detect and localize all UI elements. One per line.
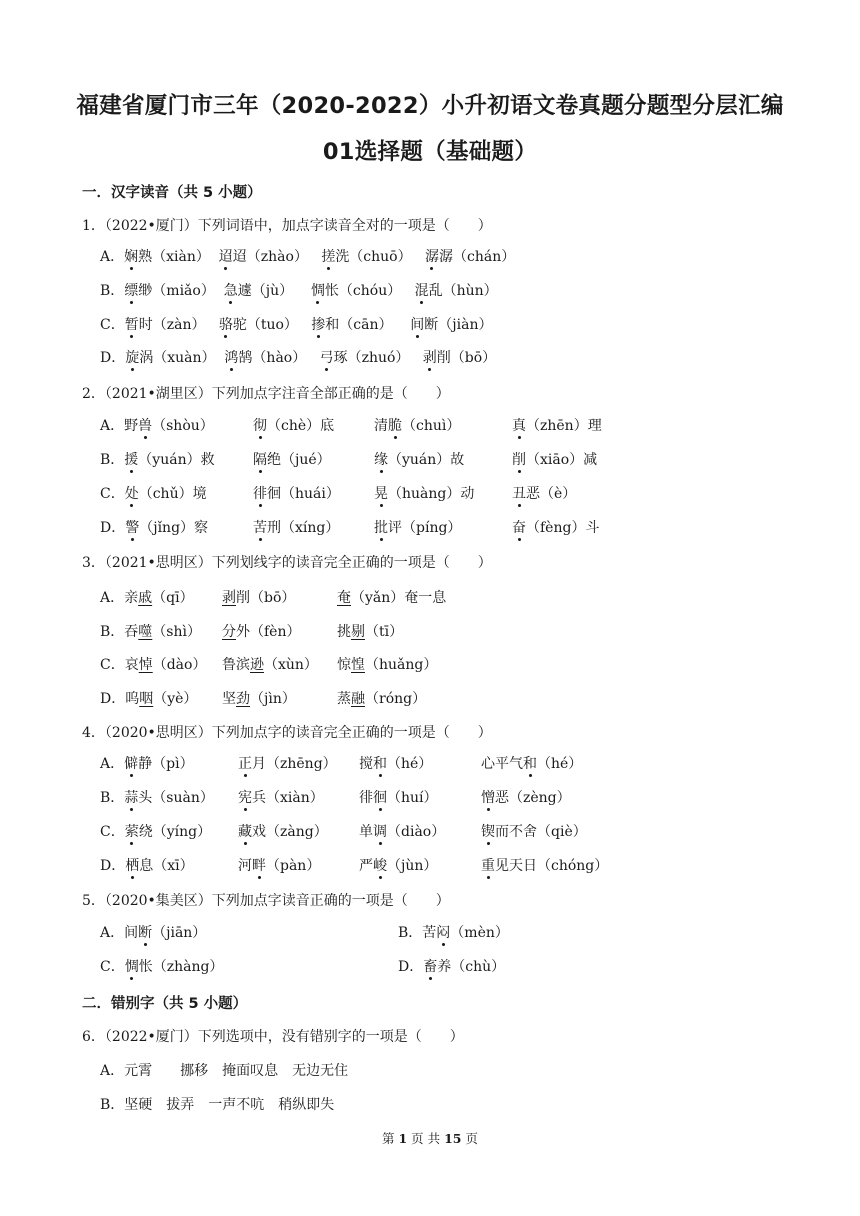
question-3-option-d-word3: 蒸融（róng） bbox=[337, 691, 427, 707]
question-2-option-d-word2: 苦刑（xíng） bbox=[253, 517, 339, 537]
question-4-option-c-word3: 单调（diào） bbox=[359, 821, 445, 841]
question-3-option-c-word2: 鲁滨逊（xùn） bbox=[222, 657, 318, 673]
question-2-option-a-word2: 彻（chè）底 bbox=[253, 415, 334, 435]
question-3-option-b-word3: 挑剔（tī） bbox=[337, 624, 404, 640]
question-4-option-c: C．萦绕（yíng） bbox=[100, 821, 211, 841]
question-2-option-c: C．处（chǔ）境 bbox=[100, 483, 207, 503]
question-4-option-d: D．栖息（xī） bbox=[100, 855, 194, 875]
question-1-stem: 1．（2022•厦门）下列词语中，加点字读音全对的一项是（ ） bbox=[82, 218, 492, 234]
question-3-option-d: D．呜咽（yè） bbox=[100, 691, 198, 707]
question-4-option-d-word4: 重见天日（chóng） bbox=[481, 855, 608, 875]
question-4-option-a-word3: 搅和（hé） bbox=[359, 753, 432, 773]
document-title-line2: 01选择题（基础题） bbox=[322, 139, 538, 165]
question-6-stem: 6．（2022•厦门）下列选项中，没有错别字的一项是（ ） bbox=[82, 1029, 464, 1045]
question-2-option-a-word4: 真（zhēn）理 bbox=[512, 415, 602, 435]
question-3-option-c-word3: 惊惶（huǎng） bbox=[337, 657, 438, 673]
question-3-option-a-word2: 剥削（bō） bbox=[222, 590, 296, 606]
page-footer: 第 1 页 共 15 页 bbox=[382, 1131, 478, 1146]
page-total: 15 bbox=[444, 1131, 462, 1146]
question-2-option-a: A．野兽（shòu） bbox=[100, 415, 214, 435]
section-heading-typos: 二．错别字（共 5 小题） bbox=[82, 996, 248, 1012]
question-2-option-c-word4: 丑恶（è） bbox=[512, 483, 576, 503]
question-1-option-c: C．暂时（zàn） 骆驼（tuo） 掺和（cān） 间断（jiàn） bbox=[100, 314, 492, 334]
question-4-option-b-word3: 徘徊（huí） bbox=[359, 787, 438, 807]
question-2-option-b: B．援（yuán）救 bbox=[100, 449, 215, 469]
question-1-option-a: A．娴熟（xiàn） 迢迢（zhào） 搓洗（chuō） 潺潺（chán） bbox=[100, 246, 515, 266]
question-3-option-a-word3: 奄（yǎn）奄一息 bbox=[337, 590, 447, 606]
question-5-stem: 5．（2020•集美区）下列加点字读音正确的一项是（ ） bbox=[82, 893, 450, 909]
question-3-option-a: A．亲戚（qī） bbox=[100, 590, 194, 606]
question-5-option-d: D．畜养（chù） bbox=[398, 956, 505, 976]
question-6-option-a: A．元霄 挪移 掩面叹息 无边无住 bbox=[100, 1063, 349, 1079]
question-4-option-a-word4: 心平气和（hé） bbox=[481, 753, 582, 773]
question-2-option-d-word4: 奋（fèng）斗 bbox=[512, 517, 599, 537]
document-title-line1: 福建省厦门市三年（2020-2022）小升初语文卷真题分题型分层汇编 bbox=[76, 93, 784, 119]
question-2-stem: 2．（2021•湖里区）下列加点字注音全部正确的是（ ） bbox=[82, 386, 450, 402]
question-4-option-d-word3: 严峻（jùn） bbox=[359, 855, 437, 875]
question-4-option-c-word4: 锲而不舍（qiè） bbox=[481, 821, 587, 841]
question-5-option-b: B．苦闷（mèn） bbox=[398, 922, 509, 942]
question-6-option-b: B．坚硬 拔弄 一声不吭 稍纵即失 bbox=[100, 1097, 335, 1113]
section-heading-pronunciation: 一．汉字读音（共 5 小题） bbox=[82, 185, 262, 201]
question-4-stem: 4．（2020•思明区）下列加点字的读音完全正确的一项是（ ） bbox=[82, 725, 492, 741]
question-2-option-b-word3: 缘（yuán）故 bbox=[374, 449, 464, 469]
question-2-option-c-word3: 晃（huàng）动 bbox=[374, 483, 474, 503]
question-4-option-d-word2: 河畔（pàn） bbox=[238, 855, 320, 875]
question-4-option-a: A．僻静（pì） bbox=[100, 753, 194, 773]
question-2-option-b-word4: 削（xiāo）减 bbox=[512, 449, 597, 469]
question-1-option-b: B．缥缈（miǎo） 急遽（jù） 惆怅（chóu） 混乱（hùn） bbox=[100, 280, 498, 300]
question-3-stem: 3．（2021•思明区）下列划线字的读音完全正确的一项是（ ） bbox=[82, 555, 492, 571]
question-2-option-d-word3: 批评（píng） bbox=[374, 517, 461, 537]
question-4-option-b: B．蒜头（suàn） bbox=[100, 787, 214, 807]
question-4-option-c-word2: 藏戏（zàng） bbox=[238, 821, 328, 841]
question-3-option-b: B．吞噬（shì） bbox=[100, 624, 201, 640]
page-number: 1 bbox=[398, 1131, 408, 1146]
question-4-option-b-word4: 憎恶（zèng） bbox=[481, 787, 571, 807]
question-5-option-c: C．惆怅（zhàng） bbox=[100, 956, 223, 976]
question-3-option-d-word2: 坚劲（jìn） bbox=[222, 691, 296, 707]
question-3-option-c: C．哀悼（dào） bbox=[100, 657, 207, 673]
question-1-option-d: D．旋涡（xuàn） 鸿鹄（hào） 弓琢（zhuó） 剥削（bō） bbox=[100, 347, 496, 367]
question-2-option-a-word3: 清脆（chuì） bbox=[374, 415, 460, 435]
question-5-option-a: A．间断（jiān） bbox=[100, 922, 206, 942]
question-4-option-a-word2: 正月（zhēng） bbox=[238, 753, 337, 773]
question-4-option-b-word2: 宪兵（xiàn） bbox=[238, 787, 324, 807]
question-2-option-b-word2: 隔绝（jué） bbox=[253, 449, 331, 469]
question-2-option-d: D．警（jǐng）察 bbox=[100, 517, 208, 537]
question-2-option-c-word2: 徘徊（huái） bbox=[253, 483, 340, 503]
question-3-option-b-word2: 分外（fèn） bbox=[222, 624, 301, 640]
